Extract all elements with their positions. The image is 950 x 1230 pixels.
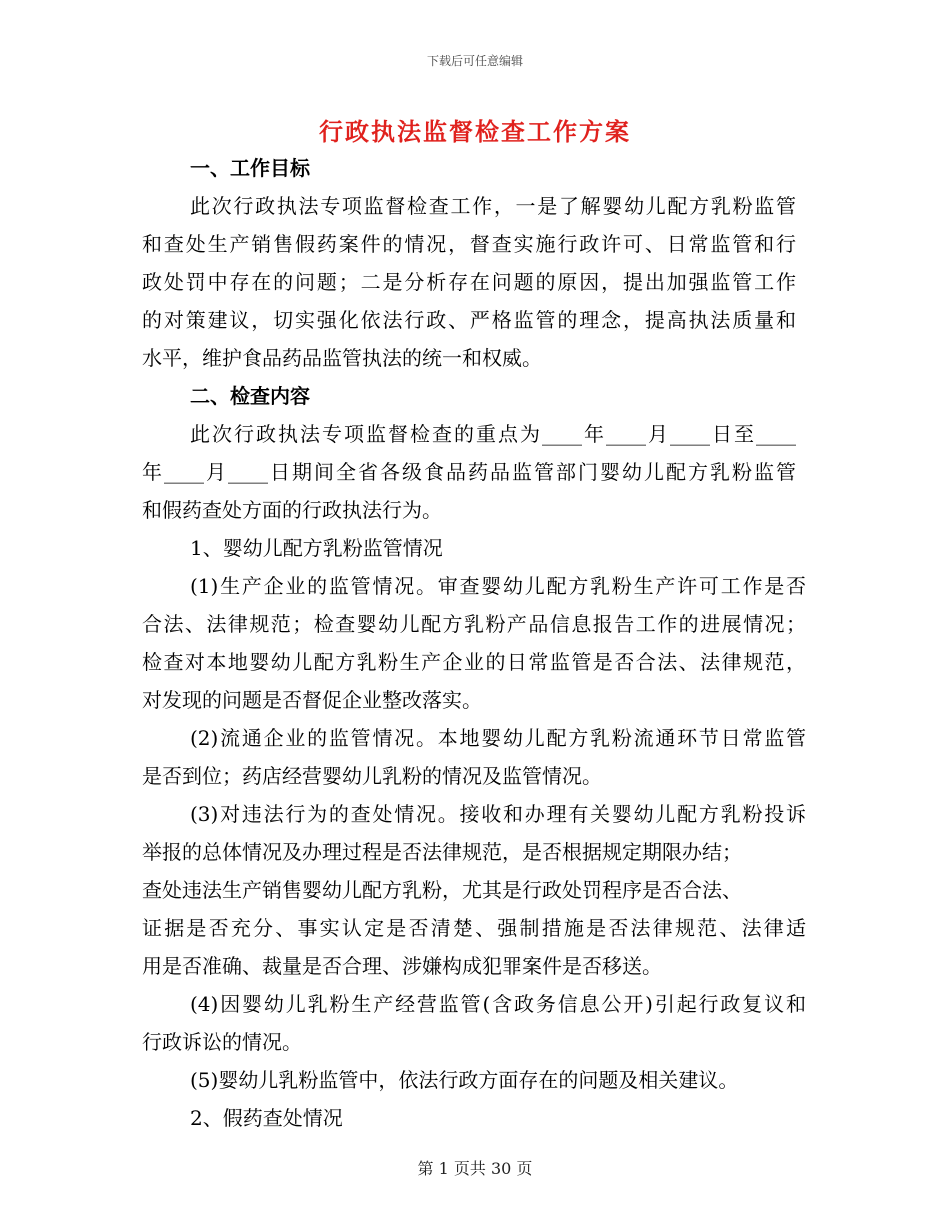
subsection-heading: 1、婴幼儿配方乳粉监管情况 xyxy=(190,536,443,560)
paragraph-line: (3)对违法行为的查处情况。接收和办理有关婴幼儿配方乳粉投诉 xyxy=(190,802,806,826)
paragraph-line: 举报的总体情况及办理过程是否法律规范，是否根据规定期限办结； xyxy=(142,840,742,864)
header-note: 下载后可任意编辑 xyxy=(426,54,523,68)
paragraph-line: 是否到位；药店经营婴幼儿乳粉的情况及监管情况。 xyxy=(142,764,602,788)
paragraph-line: (4)因婴幼儿乳粉生产经营监管(含政务信息公开)引起行政复议和 xyxy=(190,992,806,1016)
paragraph-line: 水平，维护食品药品监管执法的统一和权威。 xyxy=(142,346,542,370)
paragraph-line: (2)流通企业的监管情况。本地婴幼儿配方乳粉流通环节日常监管 xyxy=(190,726,806,750)
paragraph-line: 合法、法律规范；检查婴幼儿配方乳粉产品信息报告工作的进展情况； xyxy=(142,612,806,636)
paragraph-line: 此次行政执法专项监督检查工作，一是了解婴幼儿配方乳粉监管 xyxy=(190,194,796,218)
paragraph-line: (5)婴幼儿乳粉监管中，依法行政方面存在的问题及相关建议。 xyxy=(190,1068,739,1092)
paragraph-line: 用是否准确、裁量是否合理、涉嫌构成犯罪案件是否移送。 xyxy=(142,954,662,978)
paragraph-line: 行政诉讼的情况。 xyxy=(142,1030,302,1054)
subsection-heading: 2、假药查处情况 xyxy=(190,1106,343,1130)
page-number: 第 1 页共 30 页 xyxy=(417,1159,533,1178)
section-heading-goals: 一、工作目标 xyxy=(190,156,310,180)
paragraph-line: 和假药查处方面的行政执法行为。 xyxy=(142,498,442,522)
document-title: 行政执法监督检查工作方案 xyxy=(319,117,631,146)
paragraph-line: 年____月____日期间全省各级食品药品监管部门婴幼儿配方乳粉监管 xyxy=(142,460,796,484)
paragraph-line: 的对策建议，切实强化依法行政、严格监管的理念，提高执法质量和 xyxy=(142,308,796,332)
paragraph-line: (1)生产企业的监管情况。审查婴幼儿配方乳粉生产许可工作是否 xyxy=(190,574,806,598)
paragraph-line: 政处罚中存在的问题；二是分析存在问题的原因，提出加强监管工作 xyxy=(142,270,796,294)
paragraph-line: 和查处生产销售假药案件的情况，督查实施行政许可、日常监管和行 xyxy=(142,232,796,256)
paragraph-line: 检查对本地婴幼儿配方乳粉生产企业的日常监管是否合法、法律规范， xyxy=(142,650,806,674)
section-heading-content: 二、检查内容 xyxy=(190,384,310,408)
paragraph-line: 此次行政执法专项监督检查的重点为____年____月____日至____ xyxy=(190,422,796,446)
paragraph-line: 证据是否充分、事实认定是否清楚、强制措施是否法律规范、法律适 xyxy=(142,916,806,940)
paragraph-line: 对发现的问题是否督促企业整改落实。 xyxy=(142,688,482,712)
paragraph-line: 查处违法生产销售婴幼儿配方乳粉，尤其是行政处罚程序是否合法、 xyxy=(142,878,742,902)
